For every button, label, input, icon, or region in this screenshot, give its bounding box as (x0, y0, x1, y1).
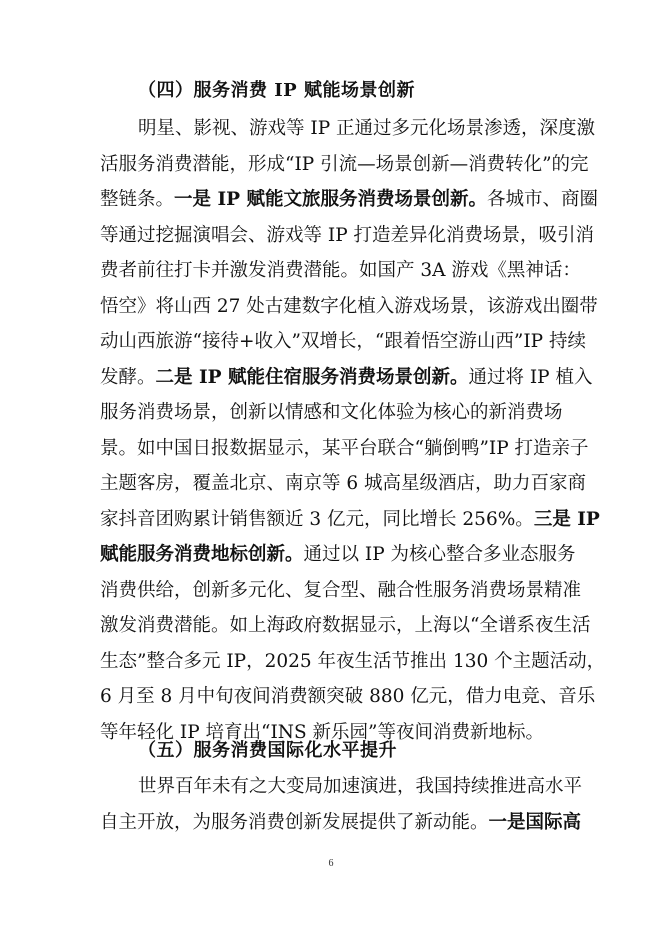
text-run: 家抖音团购累计销售额近 3 亿元，同比增长 256%。 (100, 508, 534, 530)
paragraph-line (100, 473, 587, 495)
text-run: 主题客房，覆盖北京、南京等 6 城高星级酒店，助力百家商 (100, 473, 587, 494)
paragraph-line (100, 650, 606, 673)
paragraph-line (100, 686, 596, 708)
text-run: 动山西旅游“接待+收入”双增长，“跟着悟空游山西”IP 持续 (100, 331, 586, 352)
paragraph-line (100, 544, 576, 566)
bold-run: 一是 IP 赋能文旅服务消费场景创新。 (174, 189, 487, 210)
paragraph-line (100, 579, 582, 602)
text-run: 费者前往打卡并激发消费潜能。如国产 3A 游戏《黑神话： (100, 260, 581, 281)
section-4-heading: （四）服务消费 IP 赋能场景创新 (138, 80, 415, 101)
section-5-heading: （五）服务消费国际化水平提升 (138, 740, 397, 761)
text-run: 自主开放，为服务消费创新发展提供了新动能。 (100, 812, 489, 833)
text-run: 等通过挖掘演唱会、游戏等 IP 打造差异化消费场景，吸引消 (100, 224, 595, 246)
bold-run: 赋能服务消费地标创新。 (100, 544, 304, 565)
text-run: 明星、影视、游戏等 IP 正通过多元化场景渗透，深度激 (138, 118, 596, 139)
paragraph-line (138, 776, 583, 798)
paragraph-line (100, 615, 591, 637)
text-run: 通过将 IP 植入 (468, 366, 593, 388)
bold-run: 二是 IP 赋能住宿服务消费场景创新。 (155, 366, 469, 388)
paragraph-line (100, 402, 561, 424)
paragraph-line (100, 508, 600, 531)
text-run: 等年轻化 IP 培育出“INS 新乐园”等夜间消费新地标。 (100, 721, 544, 743)
text-run: 激发消费潜能。如上海政府数据显示，上海以“全谱系夜生活 (100, 615, 591, 636)
page-number: 6 (328, 858, 334, 869)
paragraph-line (100, 437, 589, 460)
text-run: 悟空》将山西 27 处古建数字化植入游戏场景，该游戏出圈带 (100, 295, 598, 317)
paragraph-line (100, 366, 593, 389)
text-run: 整链条。 (100, 189, 175, 210)
paragraph-line (100, 189, 598, 211)
paragraph-line (100, 331, 586, 353)
text-run: 通过以 IP 为核心整合多业态服务 (303, 544, 576, 565)
text-run: 活服务消费潜能，形成“IP 引流—场景创新—消费转化”的完 (100, 153, 589, 175)
paragraph-line (100, 295, 598, 318)
text-run: 生态”整合多元 IP，2025 年夜生活节推出 130 个主题活动， (100, 650, 606, 672)
text-run: 景。如中国日报数据显示，某平台联合“躺倒鸭”IP 打造亲子 (100, 437, 589, 459)
paragraph-line (100, 260, 581, 282)
paragraph-line (100, 224, 595, 247)
paragraph-line (138, 118, 596, 140)
text-run: 世界百年未有之大变局加速演进，我国持续推进高水平 (138, 776, 583, 797)
paragraph-line (100, 812, 582, 834)
text-run: 6 月至 8 月中旬夜间消费额突破 880 亿元，借力电竞、音乐 (100, 686, 596, 707)
paragraph-line (100, 153, 589, 176)
text-run: 消费供给，创新多元化、复合型、融合性服务消费场景精准 (100, 579, 582, 601)
text-run: 各城市、商圈 (486, 189, 598, 210)
bold-run: 三是 IP (533, 508, 600, 530)
bold-run: 一是国际高 (488, 812, 582, 833)
text-run: 服务消费场景，创新以情感和文化体验为核心的新消费场 (100, 402, 563, 423)
text-run: 发酵。 (100, 366, 156, 388)
